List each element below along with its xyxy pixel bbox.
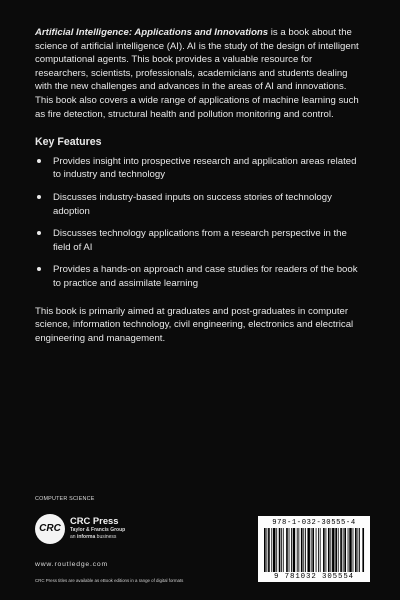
barcode-bar	[264, 528, 266, 572]
barcode-bar	[326, 528, 327, 572]
barcode-bar	[305, 528, 306, 572]
barcode-bar	[297, 528, 298, 572]
barcode-bar	[349, 528, 351, 572]
barcode-bar	[276, 528, 277, 572]
isbn-top-text: 978-1-032-30555-4	[272, 519, 356, 527]
barcode-bar	[318, 528, 319, 572]
description-text: is a book about the science of artificial intelligence (AI). AI is the study of the design of intelligent computational agents. This book provides a valuable resource for researchers, scientists, professionals, academicians and students dealing with the new challenges and advances in the areas of AI and innovations. This book also covers a wide range of applications of machine learning such as fire detection, structural health and pollution monitoring and control.	[35, 27, 359, 120]
barcode-bar	[273, 528, 275, 572]
barcode-bar	[301, 528, 303, 572]
business-suffix: business	[95, 534, 117, 540]
barcode-bar	[268, 528, 270, 572]
audience-paragraph: This book is primarily aimed at graduates and post-graduates in computer science, information technology, civil engineering, electronics and electrical engineering and management.	[35, 305, 354, 344]
barcode-bar	[353, 528, 354, 572]
barcode-bar	[286, 528, 288, 572]
barcode-bar	[335, 528, 337, 572]
barcode-bar	[328, 528, 330, 572]
barcode-bar	[338, 528, 339, 572]
barcode-bar	[320, 528, 321, 572]
barcode-bar	[323, 528, 325, 572]
barcode-bar	[293, 528, 295, 572]
barcode-bar	[311, 528, 312, 572]
barcode-bar	[312, 528, 314, 572]
description-paragraph	[35, 26, 367, 121]
barcode-bar	[298, 528, 299, 572]
book-title: Artificial Intelligence: Applications and Innovations	[35, 27, 269, 38]
feature-item	[35, 155, 367, 182]
feature-text: Provides insight into prospective research and application areas related to industry and technology	[53, 155, 357, 181]
barcode-bar	[307, 528, 309, 572]
ebook-note: CRC Press titles are available as eBook editions in a range of digital formats	[35, 578, 184, 583]
isbn-barcode	[258, 516, 370, 582]
feature-text: Discusses industry-based inputs on success stories of technology adoption	[53, 191, 332, 217]
bullet-icon	[37, 231, 41, 235]
barcode-bar	[271, 528, 272, 572]
barcode-bar	[289, 528, 290, 572]
business-prefix: an	[70, 534, 77, 540]
back-cover-text	[35, 26, 367, 345]
barcode-bar	[357, 528, 358, 572]
crc-logo-icon: CRC	[35, 514, 65, 544]
barcode-bar	[340, 528, 342, 572]
barcode-bar	[266, 528, 267, 572]
publisher-name: CRC Press	[70, 515, 119, 526]
barcode-bar	[303, 528, 304, 572]
subject-category: COMPUTER SCIENCE	[35, 496, 95, 502]
bullet-icon	[37, 195, 41, 199]
publisher-block	[35, 514, 195, 554]
bullet-icon	[37, 159, 41, 163]
barcode-bar	[332, 528, 334, 572]
barcode-bar	[330, 528, 331, 572]
feature-text: Provides a hands-on approach and case studies for readers of the book to practice and assimilate learning	[53, 264, 358, 289]
barcode-bar	[279, 528, 281, 572]
website-url: www.routledge.com	[35, 561, 108, 568]
barcode-bar	[283, 528, 284, 572]
barcode-bar	[316, 528, 317, 572]
barcode-bar	[343, 528, 344, 572]
business-brand: informa	[76, 534, 96, 540]
barcode-bar	[362, 528, 364, 572]
barcode-bar	[291, 528, 292, 572]
publisher-business	[70, 534, 116, 540]
feature-item	[35, 227, 367, 254]
publisher-group: Taylor & Francis Group	[70, 527, 126, 533]
feature-text: Discusses technology applications from a research perspective in the field of AI	[53, 228, 347, 253]
feature-list	[35, 155, 367, 291]
barcode-bar	[355, 528, 357, 572]
feature-item	[35, 263, 367, 290]
bullet-icon	[37, 267, 41, 271]
barcode-bar	[359, 528, 360, 572]
barcode-bar	[348, 528, 349, 572]
barcode-bar	[281, 528, 282, 572]
feature-item	[35, 191, 367, 218]
barcode-bar	[344, 528, 346, 572]
isbn-bottom-text: 9 781032 305554	[273, 573, 355, 581]
barcode-bars	[263, 528, 365, 572]
key-features-heading: Key Features	[35, 136, 102, 149]
